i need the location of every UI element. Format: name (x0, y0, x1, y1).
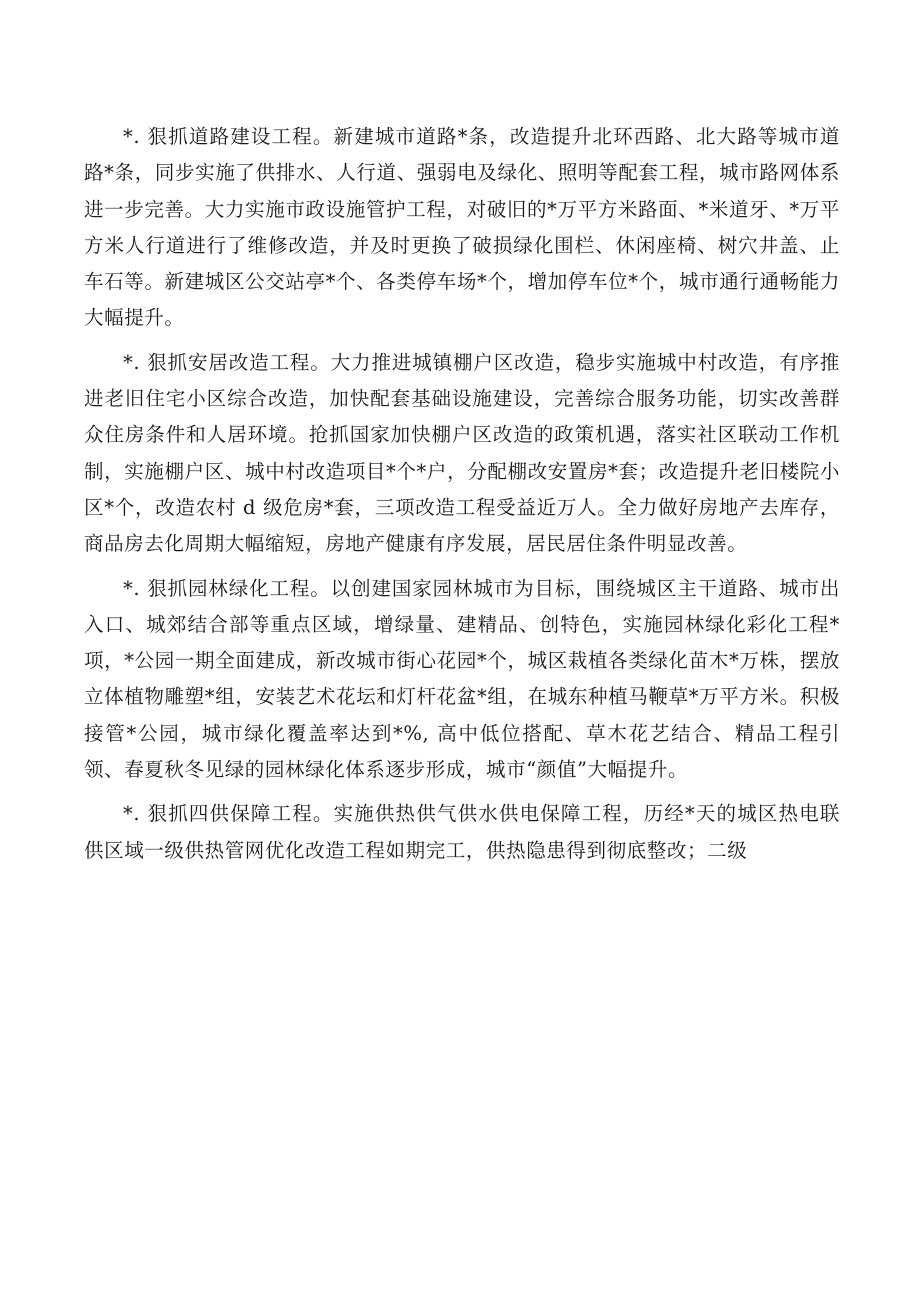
paragraph-landscaping: *. 狠抓园林绿化工程。以创建国家园林城市为目标，围绕城区主干道路、城市出入口、城郊结合部等重点区域，增绿量、建精品、创特色，实施园林绿化彩化工程*项，*公园一期全面建成，新改城市街心花园*个，城区栽植各类绿化苗木*万株，摆放立体植物雕塑*组，安装艺术花坛和灯杆花盆*组，在城东种植马鞭草*万平方米。积极接管*公园，城市绿化覆盖率达到*%, 高中低位搭配、草木花艺结合、精品工程引领、春夏秋冬见绿的园林绿化体系逐步形成，城市“颜值”大幅提升。 (84, 576, 840, 782)
paragraph-utility-supply: *. 狠抓四供保障工程。实施供热供气供水供电保障工程，历经*天的城区热电联供区域一级供热管网优化改造工程如期完工，供热隐患得到彻底整改；二级 (84, 802, 840, 862)
document-body (84, 119, 840, 877)
paragraph-housing-renovation: *. 狠抓安居改造工程。大力推进城镇棚户区改造，稳步实施城中村改造，有序推进老旧住宅小区综合改造，加快配套基础设施建设，完善综合服务功能，切实改善群众住房条件和人居环境。抢抓国家加快棚户区改造的政策机遇，落实社区联动工作机制，实施棚户区、城中村改造项目*个*户，分配棚改安置房*套；改造提升老旧楼院小区*个，改造农村 d 级危房*套，三项改造工程受益近万人。全力做好房地产去库存，商品房去化周期大幅缩短，房地产健康有序发展，居民居住条件明显改善。 (84, 350, 840, 556)
paragraph-road-construction: *. 狠抓道路建设工程。新建城市道路*条，改造提升北环西路、北大路等城市道路*条，同步实施了供排水、人行道、强弱电及绿化、照明等配套工程，城市路网体系进一步完善。大力实施市政设施管护工程，对破旧的*万平方米路面、*米道牙、*万平方米人行道进行了维修改造，并及时更换了破损绿化围栏、休闲座椅、树穴井盖、止车石等。新建城区公交站亭*个、各类停车场*个，增加停车位*个，城市通行通畅能力大幅提升。 (84, 125, 840, 330)
